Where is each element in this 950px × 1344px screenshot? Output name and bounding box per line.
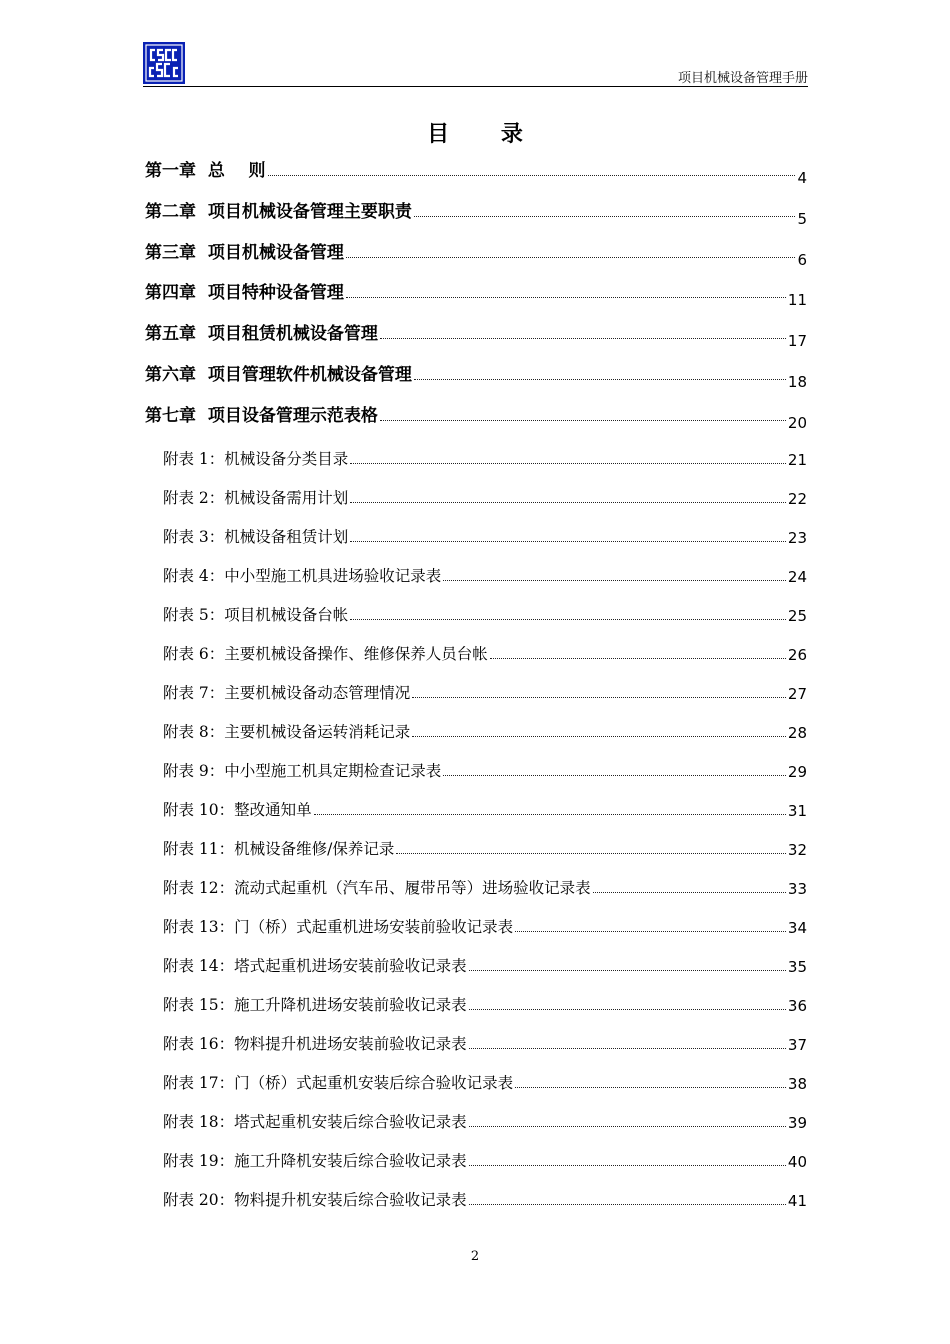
toc-title: 目 录 (427, 122, 545, 147)
toc-entry-page: 26 (787, 646, 807, 664)
toc-dot-leader (346, 296, 786, 298)
page-number: 2 (470, 1249, 480, 1264)
toc-entry-page: 27 (787, 685, 807, 703)
toc-entry-page: 21 (787, 451, 807, 469)
toc-entry-label: 第四章 项目特种设备管理 (145, 283, 344, 303)
toc-chapter-entry[interactable] (145, 318, 807, 350)
toc-dot-leader (380, 337, 786, 339)
toc-entry-label: 第七章 项目设备管理示范表格 (145, 406, 378, 426)
toc-entry-page: 41 (787, 1192, 807, 1210)
toc-dot-leader (350, 462, 786, 464)
toc-dot-leader (443, 774, 786, 776)
toc-appendix-entry[interactable] (163, 913, 807, 937)
toc-dot-leader (443, 579, 786, 581)
toc-entry-label: 附表 4：中小型施工机具进场验收记录表 (163, 567, 442, 585)
toc-chapter-entry[interactable] (145, 155, 807, 187)
toc-appendix-entry[interactable] (163, 1186, 807, 1210)
toc-dot-leader (314, 813, 786, 815)
toc-entry-label: 附表 14：塔式起重机进场安装前验收记录表 (163, 957, 467, 975)
toc-entry-page: 31 (787, 802, 807, 820)
toc-entry-label: 第三章 项目机械设备管理 (145, 243, 344, 263)
toc-dot-leader (396, 852, 786, 854)
toc-appendix-entry[interactable] (163, 445, 807, 469)
toc-entry-label: 附表 5：项目机械设备台帐 (163, 606, 349, 624)
toc-dot-leader (380, 419, 786, 421)
toc-dot-leader (268, 174, 796, 176)
toc-chapter-entry[interactable] (145, 277, 807, 309)
toc-appendix-entry[interactable] (163, 1108, 807, 1132)
toc-entry-page: 25 (787, 607, 807, 625)
toc-appendix-entry[interactable] (163, 874, 807, 898)
toc-entry-label: 附表 10：整改通知单 (163, 801, 312, 819)
toc-appendix-entry[interactable] (163, 835, 807, 859)
toc-entry-page: 40 (787, 1153, 807, 1171)
toc-dot-leader (350, 618, 786, 620)
toc-dot-leader (490, 657, 786, 659)
toc-entry-label: 附表 2：机械设备需用计划 (163, 489, 349, 507)
toc-entry-label: 附表 11：机械设备维修/保养记录 (163, 840, 395, 858)
toc-appendix-entry[interactable] (163, 796, 807, 820)
toc-dot-leader (412, 696, 786, 698)
toc-entry-page: 38 (787, 1075, 807, 1093)
header-title: 项目机械设备管理手册 (677, 71, 808, 86)
toc-entry-label: 附表 18：塔式起重机安装后综合验收记录表 (163, 1113, 467, 1131)
toc-entry-page: 39 (787, 1114, 807, 1132)
toc-dot-leader (469, 1203, 786, 1205)
toc-entry-page: 17 (787, 332, 807, 350)
toc-entry-page: 4 (797, 169, 807, 187)
toc-entry-page: 33 (787, 880, 807, 898)
toc-dot-leader (414, 215, 796, 217)
toc-entry-label: 附表 1：机械设备分类目录 (163, 450, 349, 468)
toc-appendix-entry[interactable] (163, 952, 807, 976)
toc-entry-label: 附表 17：门（桥）式起重机安装后综合验收记录表 (163, 1074, 514, 1092)
toc-entry-page: 24 (787, 568, 807, 586)
toc-entry-page: 22 (787, 490, 807, 508)
toc-entry-page: 32 (787, 841, 807, 859)
toc-appendix-entry[interactable] (163, 601, 807, 625)
toc-entry-page: 36 (787, 997, 807, 1015)
toc-entry-label: 第一章 总 则 (145, 161, 266, 181)
toc-appendix-entry[interactable] (163, 991, 807, 1015)
toc-entry-label: 附表 16：物料提升机进场安装前验收记录表 (163, 1035, 467, 1053)
toc-entry-label: 附表 20：物料提升机安装后综合验收记录表 (163, 1191, 467, 1209)
toc-dot-leader (515, 930, 786, 932)
toc-appendix-entry[interactable] (163, 1030, 807, 1054)
toc-entry-page: 34 (787, 919, 807, 937)
toc-entry-label: 附表 19：施工升降机安装后综合验收记录表 (163, 1152, 467, 1170)
toc-appendix-entry[interactable] (163, 718, 807, 742)
toc-dot-leader (346, 256, 796, 258)
toc-entry-label: 附表 6：主要机械设备操作、维修保养人员台帐 (163, 645, 488, 663)
toc-entry-page: 35 (787, 958, 807, 976)
toc-dot-leader (412, 735, 786, 737)
toc-dot-leader (350, 501, 786, 503)
toc-entry-label: 附表 7：主要机械设备动态管理情况 (163, 684, 411, 702)
toc-appendix-entry[interactable] (163, 1069, 807, 1093)
toc-entry-page: 5 (797, 210, 807, 228)
toc-entry-page: 20 (787, 414, 807, 432)
toc-entry-label: 附表 13：门（桥）式起重机进场安装前验收记录表 (163, 918, 514, 936)
toc-dot-leader (469, 969, 786, 971)
toc-chapter-entry[interactable] (145, 359, 807, 391)
toc-appendix-entry[interactable] (163, 679, 807, 703)
toc-appendix-entry[interactable] (163, 757, 807, 781)
toc-appendix-entry[interactable] (163, 640, 807, 664)
toc-entry-label: 附表 8：主要机械设备运转消耗记录 (163, 723, 411, 741)
toc-entry-label: 第五章 项目租赁机械设备管理 (145, 324, 378, 344)
toc-chapter-entry[interactable] (145, 196, 807, 228)
toc-dot-leader (469, 1164, 786, 1166)
toc-dot-leader (350, 540, 786, 542)
toc-entry-page: 37 (787, 1036, 807, 1054)
toc-entry-page: 6 (797, 251, 807, 269)
toc-entry-label: 附表 9：中小型施工机具定期检查记录表 (163, 762, 442, 780)
toc-appendix-entry[interactable] (163, 1147, 807, 1171)
toc-chapter-entry[interactable] (145, 400, 807, 432)
toc-dot-leader (469, 1047, 786, 1049)
toc-entry-label: 第六章 项目管理软件机械设备管理 (145, 365, 412, 385)
toc-dot-leader (469, 1008, 786, 1010)
toc-dot-leader (414, 378, 786, 380)
toc-entry-label: 附表 12：流动式起重机（汽车吊、履带吊等）进场验收记录表 (163, 879, 591, 897)
toc-entry-page: 18 (787, 373, 807, 391)
toc-dot-leader (469, 1125, 786, 1127)
toc-entry-page: 28 (787, 724, 807, 742)
toc-entry-page: 11 (787, 291, 807, 309)
toc-dot-leader (515, 1086, 786, 1088)
toc-entry-label: 第二章 项目机械设备管理主要职责 (145, 202, 412, 222)
toc-entry-label: 附表 3：机械设备租赁计划 (163, 528, 349, 546)
toc-entry-page: 29 (787, 763, 807, 781)
toc-dot-leader (593, 891, 786, 893)
toc-entry-page: 23 (787, 529, 807, 547)
toc-entry-label: 附表 15：施工升降机进场安装前验收记录表 (163, 996, 467, 1014)
toc-appendix-entry[interactable] (163, 484, 807, 508)
toc-appendix-entry[interactable] (163, 523, 807, 547)
toc-chapter-entry[interactable] (145, 237, 807, 269)
toc-appendix-entry[interactable] (163, 562, 807, 586)
